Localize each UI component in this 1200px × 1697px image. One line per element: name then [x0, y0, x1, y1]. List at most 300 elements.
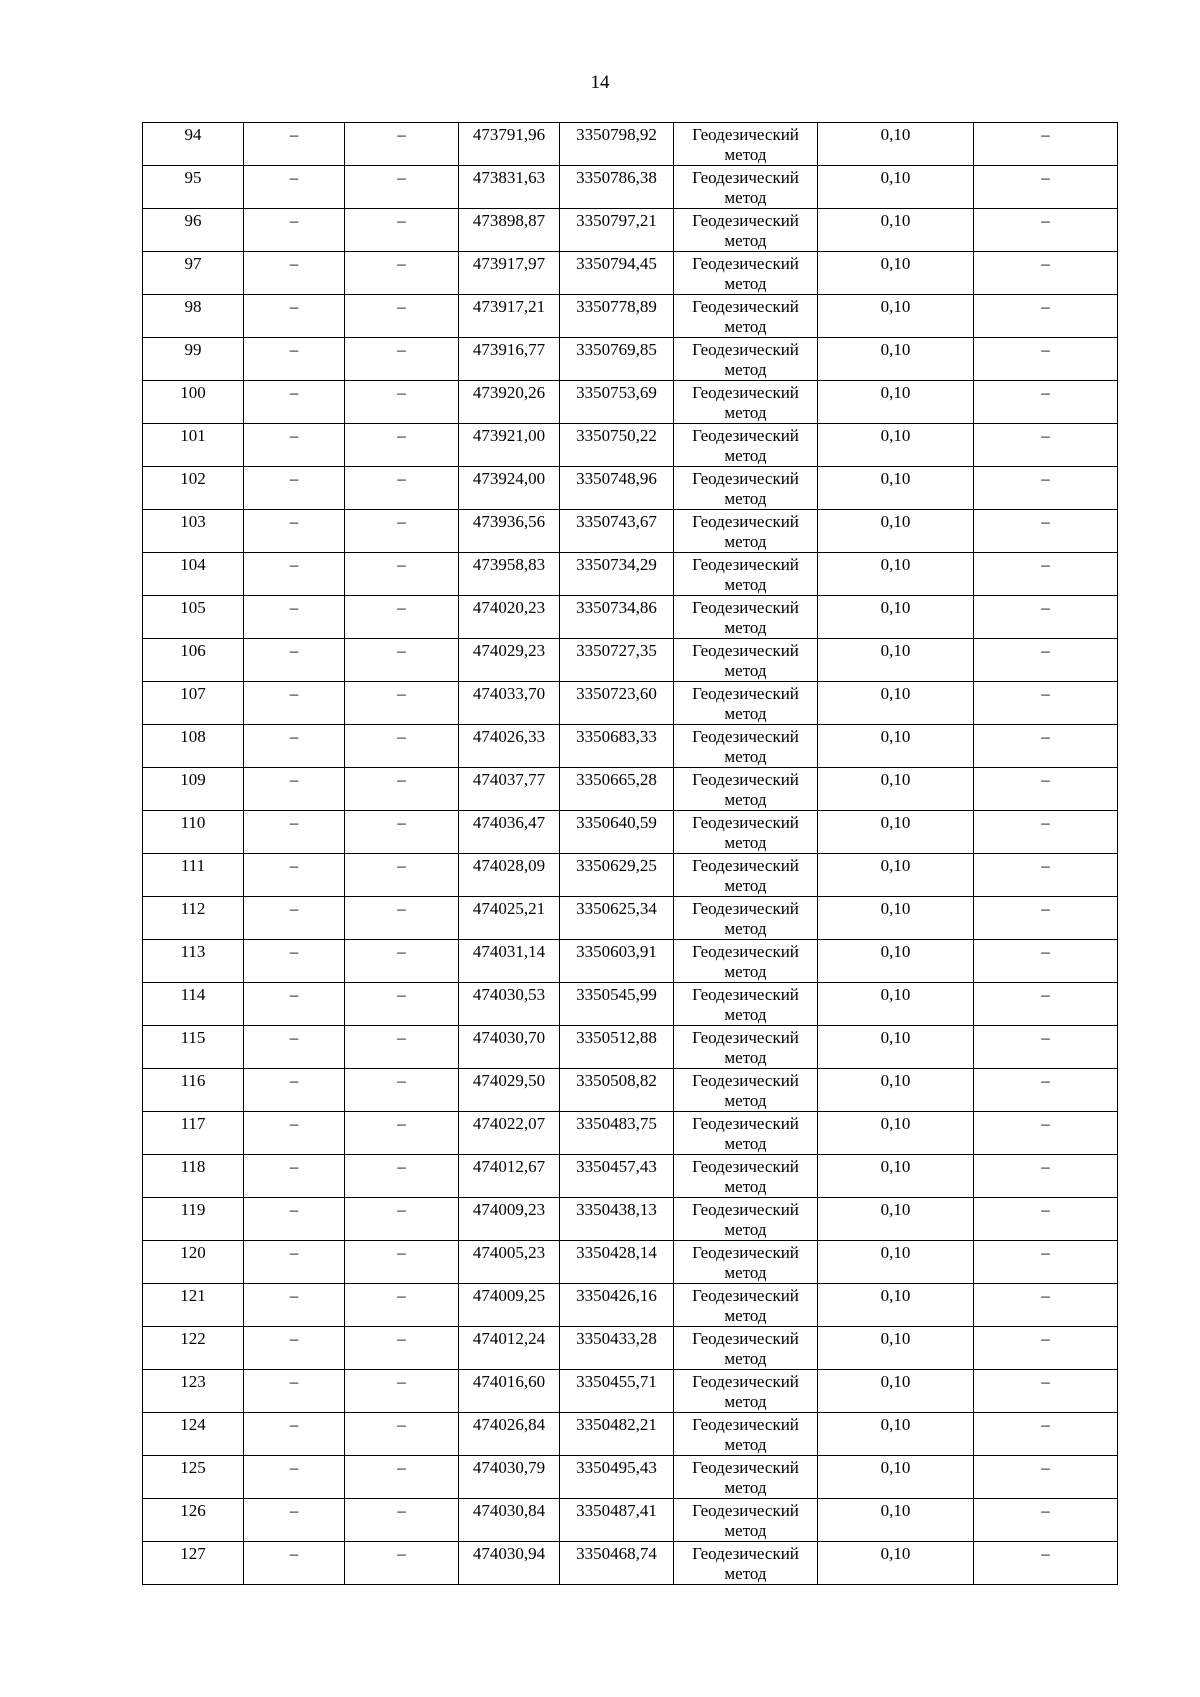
table-row [143, 1284, 1118, 1327]
old-x-cell: – [244, 854, 345, 897]
table-row [143, 811, 1118, 854]
point-number-cell: 110 [143, 811, 244, 854]
old-x-cell: – [244, 1370, 345, 1413]
point-number-cell: 97 [143, 252, 244, 295]
y-coordinate-cell: 3350487,41 [560, 1499, 674, 1542]
x-coordinate-cell: 474009,23 [459, 1198, 560, 1241]
point-number-cell: 118 [143, 1155, 244, 1198]
old-x-cell: – [244, 123, 345, 166]
table-row [143, 510, 1118, 553]
table-row [143, 768, 1118, 811]
y-coordinate-cell: 3350482,21 [560, 1413, 674, 1456]
point-number-cell: 98 [143, 295, 244, 338]
old-y-cell: – [345, 1542, 459, 1585]
point-number-cell: 94 [143, 123, 244, 166]
accuracy-cell: 0,10 [818, 1026, 974, 1069]
point-number-cell: 108 [143, 725, 244, 768]
table-row [143, 123, 1118, 166]
old-x-cell: – [244, 983, 345, 1026]
point-number-cell: 120 [143, 1241, 244, 1284]
y-coordinate-cell: 3350797,21 [560, 209, 674, 252]
table-row [143, 596, 1118, 639]
old-y-cell: – [345, 682, 459, 725]
point-number-cell: 121 [143, 1284, 244, 1327]
description-cell: – [974, 1413, 1118, 1456]
old-y-cell: – [345, 1499, 459, 1542]
description-cell: – [974, 1327, 1118, 1370]
y-coordinate-cell: 3350457,43 [560, 1155, 674, 1198]
point-number-cell: 116 [143, 1069, 244, 1112]
accuracy-cell: 0,10 [818, 295, 974, 338]
x-coordinate-cell: 474029,50 [459, 1069, 560, 1112]
description-cell: – [974, 381, 1118, 424]
method-cell: Геодезический метод [674, 510, 818, 553]
table-row [143, 1499, 1118, 1542]
old-x-cell: – [244, 1499, 345, 1542]
y-coordinate-cell: 3350428,14 [560, 1241, 674, 1284]
point-number-cell: 95 [143, 166, 244, 209]
y-coordinate-cell: 3350455,71 [560, 1370, 674, 1413]
old-y-cell: – [345, 1112, 459, 1155]
accuracy-cell: 0,10 [818, 123, 974, 166]
method-cell: Геодезический метод [674, 166, 818, 209]
description-cell: – [974, 123, 1118, 166]
old-x-cell: – [244, 1112, 345, 1155]
old-x-cell: – [244, 553, 345, 596]
method-cell: Геодезический метод [674, 123, 818, 166]
method-cell: Геодезический метод [674, 1198, 818, 1241]
old-x-cell: – [244, 338, 345, 381]
method-cell: Геодезический метод [674, 725, 818, 768]
table-row [143, 1241, 1118, 1284]
old-y-cell: – [345, 639, 459, 682]
accuracy-cell: 0,10 [818, 553, 974, 596]
old-y-cell: – [345, 1284, 459, 1327]
description-cell: – [974, 510, 1118, 553]
y-coordinate-cell: 3350438,13 [560, 1198, 674, 1241]
old-x-cell: – [244, 596, 345, 639]
point-number-cell: 112 [143, 897, 244, 940]
y-coordinate-cell: 3350750,22 [560, 424, 674, 467]
accuracy-cell: 0,10 [818, 1284, 974, 1327]
description-cell: – [974, 1370, 1118, 1413]
description-cell: – [974, 424, 1118, 467]
table-row [143, 1456, 1118, 1499]
accuracy-cell: 0,10 [818, 639, 974, 682]
point-number-cell: 109 [143, 768, 244, 811]
x-coordinate-cell: 474030,84 [459, 1499, 560, 1542]
accuracy-cell: 0,10 [818, 897, 974, 940]
point-number-cell: 127 [143, 1542, 244, 1585]
old-y-cell: – [345, 553, 459, 596]
description-cell: – [974, 1155, 1118, 1198]
old-x-cell: – [244, 166, 345, 209]
method-cell: Геодезический метод [674, 252, 818, 295]
method-cell: Геодезический метод [674, 467, 818, 510]
accuracy-cell: 0,10 [818, 166, 974, 209]
x-coordinate-cell: 473831,63 [459, 166, 560, 209]
y-coordinate-cell: 3350734,86 [560, 596, 674, 639]
old-y-cell: – [345, 123, 459, 166]
y-coordinate-cell: 3350640,59 [560, 811, 674, 854]
y-coordinate-cell: 3350495,43 [560, 1456, 674, 1499]
old-x-cell: – [244, 1542, 345, 1585]
old-x-cell: – [244, 639, 345, 682]
y-coordinate-cell: 3350727,35 [560, 639, 674, 682]
old-y-cell: – [345, 295, 459, 338]
x-coordinate-cell: 474030,53 [459, 983, 560, 1026]
description-cell: – [974, 983, 1118, 1026]
old-y-cell: – [345, 854, 459, 897]
old-x-cell: – [244, 1026, 345, 1069]
old-y-cell: – [345, 252, 459, 295]
x-coordinate-cell: 474037,77 [459, 768, 560, 811]
old-y-cell: – [345, 467, 459, 510]
accuracy-cell: 0,10 [818, 338, 974, 381]
y-coordinate-cell: 3350508,82 [560, 1069, 674, 1112]
method-cell: Геодезический метод [674, 1241, 818, 1284]
point-number-cell: 124 [143, 1413, 244, 1456]
method-cell: Геодезический метод [674, 639, 818, 682]
point-number-cell: 119 [143, 1198, 244, 1241]
x-coordinate-cell: 474020,23 [459, 596, 560, 639]
description-cell: – [974, 209, 1118, 252]
x-coordinate-cell: 474036,47 [459, 811, 560, 854]
old-y-cell: – [345, 1069, 459, 1112]
y-coordinate-cell: 3350468,74 [560, 1542, 674, 1585]
description-cell: – [974, 1069, 1118, 1112]
old-y-cell: – [345, 940, 459, 983]
description-cell: – [974, 553, 1118, 596]
y-coordinate-cell: 3350426,16 [560, 1284, 674, 1327]
accuracy-cell: 0,10 [818, 811, 974, 854]
x-coordinate-cell: 474031,14 [459, 940, 560, 983]
table-row [143, 940, 1118, 983]
method-cell: Геодезический метод [674, 338, 818, 381]
table-row [143, 467, 1118, 510]
table-row [143, 1155, 1118, 1198]
point-number-cell: 99 [143, 338, 244, 381]
y-coordinate-cell: 3350545,99 [560, 983, 674, 1026]
y-coordinate-cell: 3350794,45 [560, 252, 674, 295]
table-row [143, 897, 1118, 940]
old-x-cell: – [244, 424, 345, 467]
table-row [143, 424, 1118, 467]
description-cell: – [974, 596, 1118, 639]
point-number-cell: 105 [143, 596, 244, 639]
table-row [143, 1370, 1118, 1413]
description-cell: – [974, 1542, 1118, 1585]
old-x-cell: – [244, 768, 345, 811]
method-cell: Геодезический метод [674, 1155, 818, 1198]
accuracy-cell: 0,10 [818, 1327, 974, 1370]
y-coordinate-cell: 3350625,34 [560, 897, 674, 940]
table-row [143, 1069, 1118, 1112]
y-coordinate-cell: 3350629,25 [560, 854, 674, 897]
description-cell: – [974, 639, 1118, 682]
method-cell: Геодезический метод [674, 854, 818, 897]
x-coordinate-cell: 473958,83 [459, 553, 560, 596]
description-cell: – [974, 166, 1118, 209]
old-x-cell: – [244, 811, 345, 854]
old-y-cell: – [345, 424, 459, 467]
x-coordinate-cell: 473920,26 [459, 381, 560, 424]
point-number-cell: 96 [143, 209, 244, 252]
table-row [143, 166, 1118, 209]
x-coordinate-cell: 474016,60 [459, 1370, 560, 1413]
table-row [143, 295, 1118, 338]
point-number-cell: 113 [143, 940, 244, 983]
y-coordinate-cell: 3350512,88 [560, 1026, 674, 1069]
point-number-cell: 115 [143, 1026, 244, 1069]
old-y-cell: – [345, 1413, 459, 1456]
point-number-cell: 114 [143, 983, 244, 1026]
method-cell: Геодезический метод [674, 1112, 818, 1155]
table-row [143, 1198, 1118, 1241]
y-coordinate-cell: 3350769,85 [560, 338, 674, 381]
description-cell: – [974, 467, 1118, 510]
table-row [143, 639, 1118, 682]
method-cell: Геодезический метод [674, 1284, 818, 1327]
table-row [143, 1327, 1118, 1370]
table-row [143, 854, 1118, 897]
method-cell: Геодезический метод [674, 1026, 818, 1069]
old-x-cell: – [244, 1198, 345, 1241]
description-cell: – [974, 725, 1118, 768]
description-cell: – [974, 295, 1118, 338]
old-x-cell: – [244, 467, 345, 510]
old-x-cell: – [244, 1413, 345, 1456]
y-coordinate-cell: 3350798,92 [560, 123, 674, 166]
accuracy-cell: 0,10 [818, 725, 974, 768]
accuracy-cell: 0,10 [818, 1499, 974, 1542]
accuracy-cell: 0,10 [818, 1155, 974, 1198]
method-cell: Геодезический метод [674, 1542, 818, 1585]
description-cell: – [974, 768, 1118, 811]
description-cell: – [974, 1112, 1118, 1155]
method-cell: Геодезический метод [674, 1413, 818, 1456]
old-x-cell: – [244, 1155, 345, 1198]
table-row [143, 983, 1118, 1026]
y-coordinate-cell: 3350743,67 [560, 510, 674, 553]
description-cell: – [974, 811, 1118, 854]
accuracy-cell: 0,10 [818, 467, 974, 510]
x-coordinate-cell: 474030,79 [459, 1456, 560, 1499]
old-x-cell: – [244, 381, 345, 424]
old-y-cell: – [345, 725, 459, 768]
x-coordinate-cell: 474033,70 [459, 682, 560, 725]
x-coordinate-cell: 473921,00 [459, 424, 560, 467]
y-coordinate-cell: 3350603,91 [560, 940, 674, 983]
point-number-cell: 107 [143, 682, 244, 725]
old-y-cell: – [345, 510, 459, 553]
accuracy-cell: 0,10 [818, 1370, 974, 1413]
x-coordinate-cell: 473916,77 [459, 338, 560, 381]
point-number-cell: 126 [143, 1499, 244, 1542]
method-cell: Геодезический метод [674, 1370, 818, 1413]
description-cell: – [974, 940, 1118, 983]
old-y-cell: – [345, 811, 459, 854]
accuracy-cell: 0,10 [818, 510, 974, 553]
y-coordinate-cell: 3350748,96 [560, 467, 674, 510]
table-row [143, 209, 1118, 252]
x-coordinate-cell: 473791,96 [459, 123, 560, 166]
x-coordinate-cell: 474025,21 [459, 897, 560, 940]
x-coordinate-cell: 473936,56 [459, 510, 560, 553]
table-row [143, 1112, 1118, 1155]
table-row [143, 252, 1118, 295]
y-coordinate-cell: 3350683,33 [560, 725, 674, 768]
old-y-cell: – [345, 983, 459, 1026]
x-coordinate-cell: 474028,09 [459, 854, 560, 897]
accuracy-cell: 0,10 [818, 768, 974, 811]
old-x-cell: – [244, 725, 345, 768]
accuracy-cell: 0,10 [818, 1112, 974, 1155]
x-coordinate-cell: 473924,00 [459, 467, 560, 510]
description-cell: – [974, 1456, 1118, 1499]
x-coordinate-cell: 474026,33 [459, 725, 560, 768]
table-row [143, 1413, 1118, 1456]
accuracy-cell: 0,10 [818, 1241, 974, 1284]
old-x-cell: – [244, 510, 345, 553]
point-number-cell: 125 [143, 1456, 244, 1499]
x-coordinate-cell: 474009,25 [459, 1284, 560, 1327]
point-number-cell: 102 [143, 467, 244, 510]
y-coordinate-cell: 3350778,89 [560, 295, 674, 338]
old-x-cell: – [244, 295, 345, 338]
old-x-cell: – [244, 1069, 345, 1112]
page-number: 14 [590, 72, 610, 93]
old-x-cell: – [244, 1284, 345, 1327]
old-y-cell: – [345, 1456, 459, 1499]
old-y-cell: – [345, 1370, 459, 1413]
old-y-cell: – [345, 768, 459, 811]
method-cell: Геодезический метод [674, 553, 818, 596]
method-cell: Геодезический метод [674, 940, 818, 983]
method-cell: Геодезический метод [674, 381, 818, 424]
accuracy-cell: 0,10 [818, 596, 974, 639]
old-y-cell: – [345, 209, 459, 252]
old-y-cell: – [345, 1241, 459, 1284]
old-x-cell: – [244, 897, 345, 940]
accuracy-cell: 0,10 [818, 983, 974, 1026]
method-cell: Геодезический метод [674, 983, 818, 1026]
method-cell: Геодезический метод [674, 682, 818, 725]
old-x-cell: – [244, 1456, 345, 1499]
description-cell: – [974, 1241, 1118, 1284]
table-row [143, 682, 1118, 725]
method-cell: Геодезический метод [674, 768, 818, 811]
point-number-cell: 117 [143, 1112, 244, 1155]
point-number-cell: 111 [143, 854, 244, 897]
y-coordinate-cell: 3350433,28 [560, 1327, 674, 1370]
method-cell: Геодезический метод [674, 1499, 818, 1542]
old-x-cell: – [244, 1241, 345, 1284]
description-cell: – [974, 338, 1118, 381]
old-y-cell: – [345, 1327, 459, 1370]
accuracy-cell: 0,10 [818, 854, 974, 897]
point-number-cell: 106 [143, 639, 244, 682]
description-cell: – [974, 897, 1118, 940]
x-coordinate-cell: 474029,23 [459, 639, 560, 682]
method-cell: Геодезический метод [674, 897, 818, 940]
old-y-cell: – [345, 166, 459, 209]
old-y-cell: – [345, 338, 459, 381]
x-coordinate-cell: 473917,97 [459, 252, 560, 295]
x-coordinate-cell: 474012,67 [459, 1155, 560, 1198]
description-cell: – [974, 1499, 1118, 1542]
method-cell: Геодезический метод [674, 596, 818, 639]
y-coordinate-cell: 3350723,60 [560, 682, 674, 725]
y-coordinate-cell: 3350483,75 [560, 1112, 674, 1155]
old-y-cell: – [345, 1155, 459, 1198]
x-coordinate-cell: 473898,87 [459, 209, 560, 252]
x-coordinate-cell: 474026,84 [459, 1413, 560, 1456]
point-number-cell: 100 [143, 381, 244, 424]
table-row [143, 725, 1118, 768]
accuracy-cell: 0,10 [818, 1413, 974, 1456]
y-coordinate-cell: 3350786,38 [560, 166, 674, 209]
x-coordinate-cell: 474005,23 [459, 1241, 560, 1284]
old-x-cell: – [244, 1327, 345, 1370]
description-cell: – [974, 252, 1118, 295]
method-cell: Геодезический метод [674, 209, 818, 252]
method-cell: Геодезический метод [674, 295, 818, 338]
old-y-cell: – [345, 381, 459, 424]
method-cell: Геодезический метод [674, 1327, 818, 1370]
x-coordinate-cell: 474012,24 [459, 1327, 560, 1370]
old-x-cell: – [244, 252, 345, 295]
y-coordinate-cell: 3350753,69 [560, 381, 674, 424]
table-row [143, 338, 1118, 381]
table-row [143, 1026, 1118, 1069]
point-number-cell: 104 [143, 553, 244, 596]
old-x-cell: – [244, 940, 345, 983]
table-row [143, 381, 1118, 424]
description-cell: – [974, 1198, 1118, 1241]
accuracy-cell: 0,10 [818, 682, 974, 725]
x-coordinate-cell: 474022,07 [459, 1112, 560, 1155]
description-cell: – [974, 1284, 1118, 1327]
accuracy-cell: 0,10 [818, 940, 974, 983]
old-y-cell: – [345, 1026, 459, 1069]
coordinates-table [142, 122, 1118, 1585]
accuracy-cell: 0,10 [818, 1069, 974, 1112]
description-cell: – [974, 1026, 1118, 1069]
accuracy-cell: 0,10 [818, 1198, 974, 1241]
x-coordinate-cell: 474030,94 [459, 1542, 560, 1585]
description-cell: – [974, 854, 1118, 897]
old-x-cell: – [244, 209, 345, 252]
accuracy-cell: 0,10 [818, 424, 974, 467]
table-row [143, 1542, 1118, 1585]
old-x-cell: – [244, 682, 345, 725]
table-body [143, 123, 1118, 1585]
method-cell: Геодезический метод [674, 424, 818, 467]
y-coordinate-cell: 3350734,29 [560, 553, 674, 596]
old-y-cell: – [345, 1198, 459, 1241]
method-cell: Геодезический метод [674, 811, 818, 854]
accuracy-cell: 0,10 [818, 1542, 974, 1585]
x-coordinate-cell: 473917,21 [459, 295, 560, 338]
accuracy-cell: 0,10 [818, 1456, 974, 1499]
y-coordinate-cell: 3350665,28 [560, 768, 674, 811]
method-cell: Геодезический метод [674, 1069, 818, 1112]
old-y-cell: – [345, 596, 459, 639]
old-y-cell: – [345, 897, 459, 940]
point-number-cell: 101 [143, 424, 244, 467]
x-coordinate-cell: 474030,70 [459, 1026, 560, 1069]
